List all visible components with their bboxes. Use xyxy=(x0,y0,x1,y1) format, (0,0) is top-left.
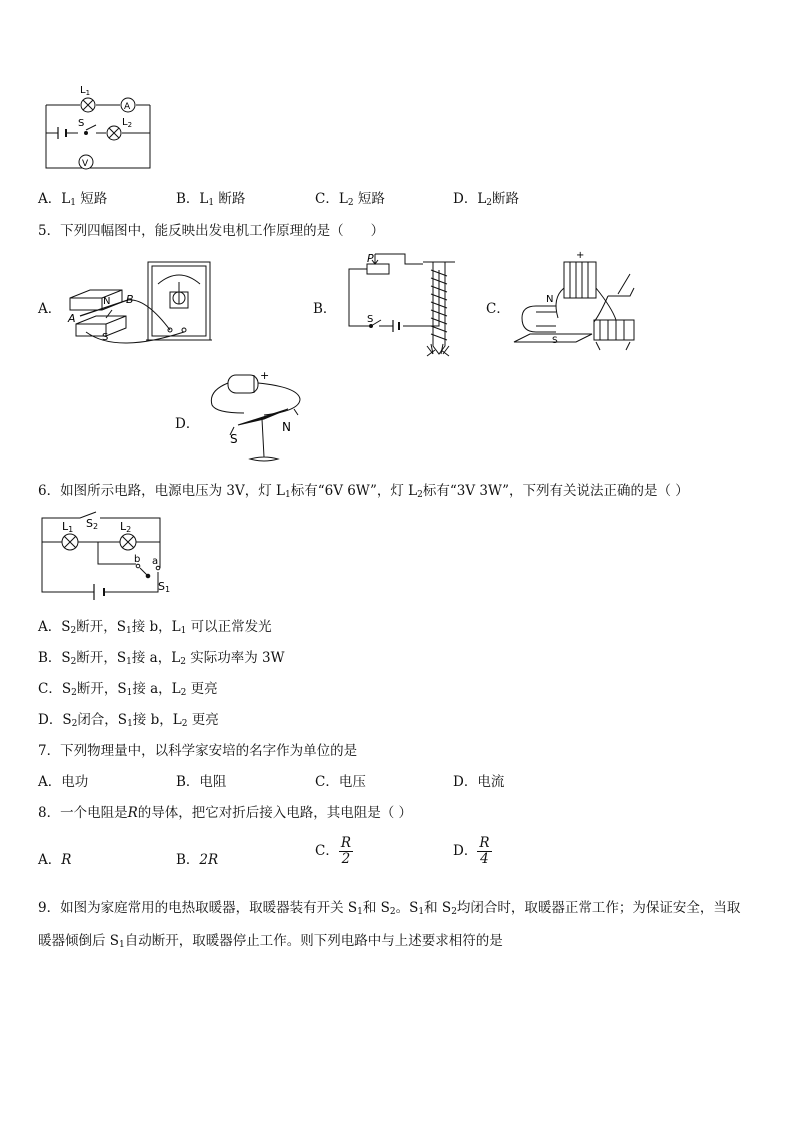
q5-option-b-label[interactable]: B． xyxy=(313,301,337,317)
q5-fig-d-s-label: S xyxy=(230,432,238,446)
q4-option-a[interactable]: A．$L_1$ 短路 xyxy=(38,191,108,208)
q7-option-a[interactable]: A．电功 xyxy=(38,774,89,790)
q5-fig-d-n-label: N xyxy=(282,420,291,434)
q9-stem-line1: 9．如图为家庭常用的电热取暖器，取暖器装有开关 $S_1$和 $S_2$。$S_1$和 $S_2$均闭合时，取暖器正常工作；为保证安全，当取 xyxy=(38,900,741,917)
q8-fraction-c: $\frac{R}{2}$ xyxy=(340,835,352,867)
q4-fig-switch-label: S xyxy=(78,118,85,129)
q8-option-a[interactable]: A．R xyxy=(38,852,72,868)
q4-fig-ammeter-label: A xyxy=(124,102,131,112)
q8-option-c[interactable]: C． $\frac{R}{2}$ xyxy=(315,835,352,867)
q4-option-d[interactable]: D．$L_2$断路 xyxy=(453,191,520,208)
q5-fig-a-n-label: N xyxy=(103,296,111,307)
q5-stem: 5．下列四幅图中，能反映出发电机工作原理的是（ ） xyxy=(38,223,385,239)
q7-option-d[interactable]: D．电流 xyxy=(453,774,505,790)
q9-stem-line2: 暖器倾倒后 $S_1$自动断开，取暖器停止工作。则下列电路中与上述要求相符的是 xyxy=(38,933,503,950)
q7-option-b[interactable]: B．电阻 xyxy=(176,774,227,790)
q4-fig-voltmeter-label: V xyxy=(82,159,89,169)
q5-figure-c-motor xyxy=(512,248,642,358)
q6-option-d[interactable]: D．$S_2$闭合，$S_1$接 b，$L_2$ 更亮 xyxy=(38,712,219,729)
q7-option-c[interactable]: C．电压 xyxy=(315,774,366,790)
q5-option-a-label[interactable]: A． xyxy=(38,301,62,317)
q8-option-b[interactable]: B．2R xyxy=(176,852,219,868)
q5-fig-a-s-label: S xyxy=(102,332,109,343)
q6-fig-s2-label: S2 xyxy=(86,517,99,531)
q8-stem: 8．一个电阻是R的导体，把它对折后接入电路，其电阻是（ ） xyxy=(38,805,413,821)
q5-option-c-label[interactable]: C． xyxy=(486,301,510,317)
q6-option-b[interactable]: B．$S_2$断开，$S_1$接 a，$L_2$ 实际功率为 3W xyxy=(38,650,285,667)
q5-fig-b-p-label: P xyxy=(367,252,374,265)
q5-fig-a-a-label: A xyxy=(68,312,76,325)
q6-circuit-diagram xyxy=(38,510,173,602)
q4-fig-l1-label: $L_1$ xyxy=(80,85,91,97)
q4-option-c[interactable]: C．$L_2$ 短路 xyxy=(315,191,385,208)
q4-option-b[interactable]: B．$L_1$ 断路 xyxy=(176,191,246,208)
q6-option-a[interactable]: A．$S_2$断开，$S_1$接 b，$L_1$ 可以正常发光 xyxy=(38,619,272,636)
q6-fig-a-label: a xyxy=(152,556,159,567)
q5-fig-b-s-label: S xyxy=(367,314,374,325)
q6-option-c[interactable]: C．$S_2$断开，$S_1$接 a，$L_2$ 更亮 xyxy=(38,681,218,698)
q5-figure-b-electromagnet xyxy=(345,250,460,362)
q5-fig-d-plus-label: + xyxy=(260,369,270,382)
q5-option-d-label[interactable]: D． xyxy=(175,416,200,432)
q5-figure-a-galvanometer xyxy=(66,258,216,348)
q5-fig-c-plus-label: + xyxy=(576,250,585,261)
q7-stem: 7．下列物理量中，以科学家安培的名字作为单位的是 xyxy=(38,743,358,759)
q4-circuit-diagram xyxy=(40,78,155,170)
q4-fig-l2-label: $L_2$ xyxy=(122,117,133,129)
q6-fig-b-label: b xyxy=(134,554,141,565)
q6-fig-s1-label: S1 xyxy=(158,580,171,594)
q6-fig-l1-label: L1 xyxy=(62,520,74,534)
q5-fig-c-s-label: S xyxy=(552,336,558,346)
q8-option-d[interactable]: D． $\frac{R}{4}$ xyxy=(453,835,490,867)
q6-stem: 6．如图所示电路，电源电压为 3V，灯 $L_1$标有“6V 6W”，灯 $L_2$标有“3V 3W”，下列有关说法正确的是（ ） xyxy=(38,483,689,500)
q5-fig-c-n-label: N xyxy=(546,294,554,305)
q6-fig-l2-label: L2 xyxy=(120,520,132,534)
q8-fraction-d: $\frac{R}{4}$ xyxy=(479,835,490,867)
q5-fig-a-b-label: B xyxy=(126,293,134,306)
q5-figure-d-oersted xyxy=(204,365,314,467)
